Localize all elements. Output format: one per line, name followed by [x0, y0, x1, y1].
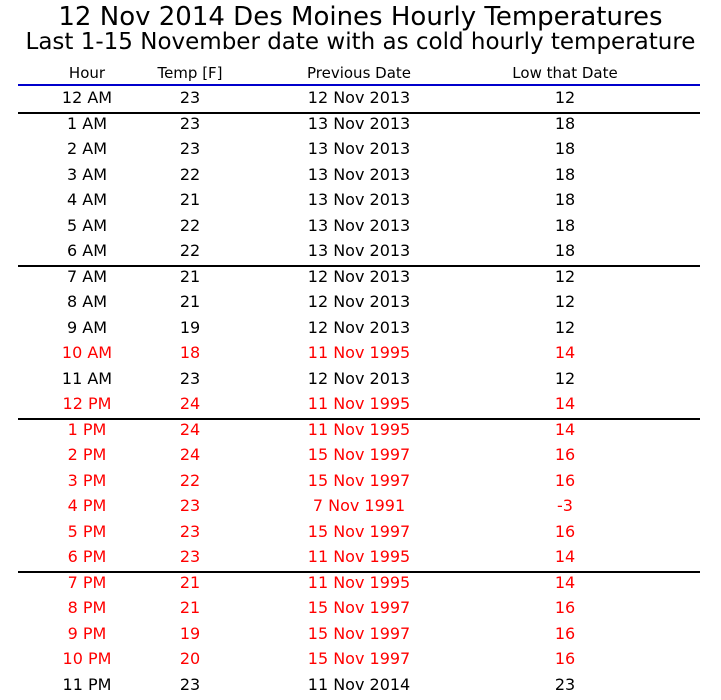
column-header-previous-date: Previous Date: [306, 64, 412, 82]
low-cell: 18: [554, 164, 576, 184]
previous-date-cell: 13 Nov 2013: [307, 190, 411, 209]
previous-date-cell: 11 Nov 2014: [307, 674, 411, 694]
low-cell: 14: [554, 394, 576, 413]
low-cell: 18: [554, 241, 576, 260]
previous-date-cell: 13 Nov 2013: [307, 113, 411, 133]
hour-cell: 4 AM: [66, 190, 108, 209]
hour-cell: 3 AM: [66, 164, 108, 184]
temp-cell: 23: [179, 496, 201, 515]
previous-date-cell: 13 Nov 2013: [307, 241, 411, 260]
hour-cell: 9 AM: [66, 317, 108, 337]
previous-date-cell: 11 Nov 1995: [307, 547, 411, 566]
low-cell: 16: [554, 445, 576, 464]
hour-cell: 4 PM: [67, 496, 107, 515]
hour-cell: 2 AM: [66, 139, 108, 158]
previous-date-cell: 12 Nov 2013: [307, 266, 411, 286]
temp-cell: 24: [179, 419, 201, 439]
previous-date-cell: 15 Nov 1997: [307, 470, 411, 490]
low-cell: 12: [554, 317, 576, 337]
hour-cell: 9 PM: [67, 623, 107, 643]
low-cell: 12: [554, 292, 576, 311]
temp-cell: 18: [179, 343, 201, 362]
low-cell: 12: [554, 88, 576, 107]
low-cell: 14: [554, 572, 576, 592]
temp-cell: 19: [179, 317, 201, 337]
hour-cell: 6 AM: [66, 241, 108, 260]
hour-cell: 10 PM: [62, 649, 112, 668]
column-header-hour: Hour: [68, 64, 106, 82]
low-cell: 12: [554, 266, 576, 286]
hour-cell: 8 PM: [67, 598, 107, 617]
header-rule: [18, 84, 700, 86]
hour-cell: 5 AM: [66, 215, 108, 235]
previous-date-cell: 13 Nov 2013: [307, 139, 411, 158]
temp-cell: 24: [179, 445, 201, 464]
temp-cell: 23: [179, 674, 201, 694]
temp-cell: 23: [179, 368, 201, 388]
chart-title: 12 Nov 2014 Des Moines Hourly Temperatures: [58, 2, 663, 32]
previous-date-cell: 11 Nov 1995: [307, 394, 411, 413]
previous-date-cell: 12 Nov 2013: [307, 88, 411, 107]
hour-cell: 2 PM: [67, 445, 107, 464]
temp-cell: 20: [179, 649, 201, 668]
low-cell: 16: [554, 623, 576, 643]
previous-date-cell: 13 Nov 2013: [307, 164, 411, 184]
temp-cell: 22: [179, 241, 201, 260]
low-cell: 16: [554, 521, 576, 541]
temp-cell: 23: [179, 113, 201, 133]
low-cell: 18: [554, 190, 576, 209]
hour-cell: 1 PM: [67, 419, 107, 439]
previous-date-cell: 11 Nov 1995: [307, 343, 411, 362]
low-cell: 16: [554, 649, 576, 668]
chart-subtitle: Last 1-15 November date with as cold hourly temperature: [25, 29, 696, 55]
previous-date-cell: 11 Nov 1995: [307, 572, 411, 592]
hour-cell: 5 PM: [67, 521, 107, 541]
temp-cell: 22: [179, 164, 201, 184]
temp-cell: 22: [179, 215, 201, 235]
temp-cell: 22: [179, 470, 201, 490]
hour-cell: 6 PM: [67, 547, 107, 566]
hour-cell: 10 AM: [61, 343, 113, 362]
previous-date-cell: 15 Nov 1997: [307, 521, 411, 541]
hour-cell: 8 AM: [66, 292, 108, 311]
low-cell: 18: [554, 113, 576, 133]
low-cell: 14: [554, 547, 576, 566]
hour-cell: 3 PM: [67, 470, 107, 490]
temp-cell: 21: [179, 292, 201, 311]
column-header-temp: Temp [F]: [157, 64, 223, 82]
low-cell: 14: [554, 419, 576, 439]
hour-cell: 12 PM: [62, 394, 112, 413]
previous-date-cell: 13 Nov 2013: [307, 215, 411, 235]
previous-date-cell: 12 Nov 2013: [307, 368, 411, 388]
temp-cell: 23: [179, 139, 201, 158]
previous-date-cell: 15 Nov 1997: [307, 649, 411, 668]
previous-date-cell: 12 Nov 2013: [307, 292, 411, 311]
previous-date-cell: 11 Nov 1995: [307, 419, 411, 439]
hour-cell: 7 AM: [66, 266, 108, 286]
temp-cell: 21: [179, 598, 201, 617]
hour-cell: 7 PM: [67, 572, 107, 592]
previous-date-cell: 15 Nov 1997: [307, 598, 411, 617]
low-cell: 14: [554, 343, 576, 362]
low-cell: 16: [554, 470, 576, 490]
temp-cell: 24: [179, 394, 201, 413]
low-cell: 23: [554, 674, 576, 694]
low-cell: 18: [554, 139, 576, 158]
previous-date-cell: 12 Nov 2013: [307, 317, 411, 337]
low-cell: 18: [554, 215, 576, 235]
low-cell: 16: [554, 598, 576, 617]
temp-cell: 21: [179, 266, 201, 286]
column-header-low: Low that Date: [512, 64, 618, 82]
hour-cell: 1 AM: [66, 113, 108, 133]
low-cell: -3: [557, 496, 573, 515]
low-cell: 12: [554, 368, 576, 388]
temp-cell: 21: [179, 572, 201, 592]
temp-cell: 23: [179, 521, 201, 541]
temp-cell: 19: [179, 623, 201, 643]
hour-cell: 12 AM: [61, 88, 113, 107]
previous-date-cell: 7 Nov 1991: [312, 496, 406, 515]
hour-cell: 11 AM: [61, 368, 113, 388]
previous-date-cell: 15 Nov 1997: [307, 623, 411, 643]
previous-date-cell: 15 Nov 1997: [307, 445, 411, 464]
temp-cell: 21: [179, 190, 201, 209]
temp-cell: 23: [179, 88, 201, 107]
temp-cell: 23: [179, 547, 201, 566]
hour-cell: 11 PM: [62, 674, 112, 694]
